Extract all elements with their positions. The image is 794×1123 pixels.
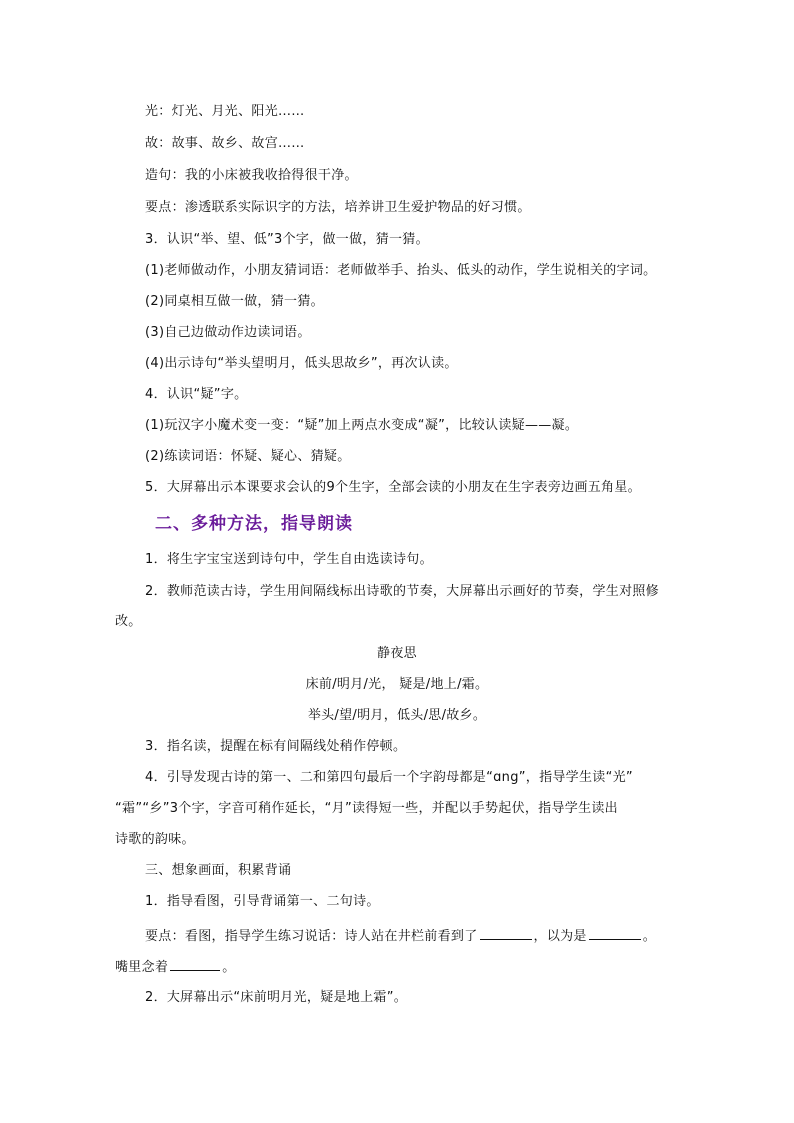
paragraph: (4)出示诗句“举头望明月，低头思故乡”，再次认读。 bbox=[145, 356, 458, 371]
text-segment: ，以为是 bbox=[533, 929, 587, 944]
paragraph: 3．指名读，提醒在标有间隔线处稍作停顿。 bbox=[145, 739, 407, 754]
paragraph: 1．将生字宝宝送到诗句中，学生自由选读诗句。 bbox=[145, 552, 433, 567]
paragraph: 5．大屏幕出示本课要求会认的9个生字，全部会读的小朋友在生字表旁边画五角星。 bbox=[145, 480, 641, 495]
poem-line: 举头/望/明月，低头/思/故乡。 bbox=[307, 708, 487, 723]
paragraph: 诗歌的韵味。 bbox=[115, 832, 195, 847]
text-segment: 。 bbox=[222, 960, 236, 975]
paragraph: 2．教师范读古诗，学生用间隔线标出诗歌的节奏，大屏幕出示画好的节奏，学生对照修 bbox=[145, 584, 659, 599]
paragraph: 3．认识“举、望、低”3个字，做一做，猜一猜。 bbox=[145, 232, 429, 247]
paragraph: 4．认识“疑”字。 bbox=[145, 387, 248, 402]
paragraph: “霜”“乡”3个字，字音可稍作延长，“月”读得短一些，并配以手势起伏，指导学生读出 bbox=[115, 801, 618, 816]
paragraph: 故：故事、故乡、故宫…… bbox=[145, 136, 305, 151]
paragraph: (2)同桌相互做一做，猜一猜。 bbox=[145, 294, 324, 309]
fill-blank bbox=[170, 959, 220, 971]
text-segment: 要点：看图，指导学生练习说话：诗人站在井栏前看到了 bbox=[145, 929, 478, 944]
paragraph: (2)练读词语：怀疑、疑心、猜疑。 bbox=[145, 449, 351, 464]
section-heading: 二、多种方法，指导朗读 bbox=[155, 514, 353, 534]
paragraph: (1)老师做动作，小朋友猜词语：老师做举手、抬头、低头的动作，学生说相关的字词。 bbox=[145, 263, 657, 278]
paragraph: 光：灯光、月光、阳光…… bbox=[145, 104, 305, 119]
paragraph: (1)玩汉字小魔术变一变：“疑”加上两点水变成“凝”，比较认读疑——凝。 bbox=[145, 418, 579, 433]
fill-blank bbox=[480, 928, 532, 940]
poem-title: 静夜思 bbox=[377, 646, 417, 661]
fill-in-paragraph bbox=[145, 928, 656, 945]
paragraph: 2．大屏幕出示“床前明月光，疑是地上霜”。 bbox=[145, 990, 408, 1005]
paragraph: 1．指导看图，引导背诵第一、二句诗。 bbox=[145, 894, 380, 909]
paragraph: (3)自己边做动作边读词语。 bbox=[145, 325, 311, 340]
poem-line: 床前/明月/光， 疑是/地上/霜。 bbox=[305, 677, 489, 692]
paragraph: 要点：渗透联系实际识字的方法，培养讲卫生爱护物品的好习惯。 bbox=[145, 200, 531, 215]
text-segment: 。 bbox=[642, 929, 657, 944]
section-heading: 三、想象画面，积累背诵 bbox=[145, 863, 292, 878]
text-segment: 嘴里念着 bbox=[115, 960, 169, 975]
paragraph: 改。 bbox=[115, 614, 142, 629]
fill-blank bbox=[589, 928, 641, 940]
fill-in-paragraph bbox=[115, 959, 236, 976]
paragraph: 造句：我的小床被我收拾得很干净。 bbox=[145, 168, 358, 183]
paragraph: 4．引导发现古诗的第一、二和第四句最后一个字韵母都是“ɑng”，指导学生读“光” bbox=[145, 770, 633, 785]
